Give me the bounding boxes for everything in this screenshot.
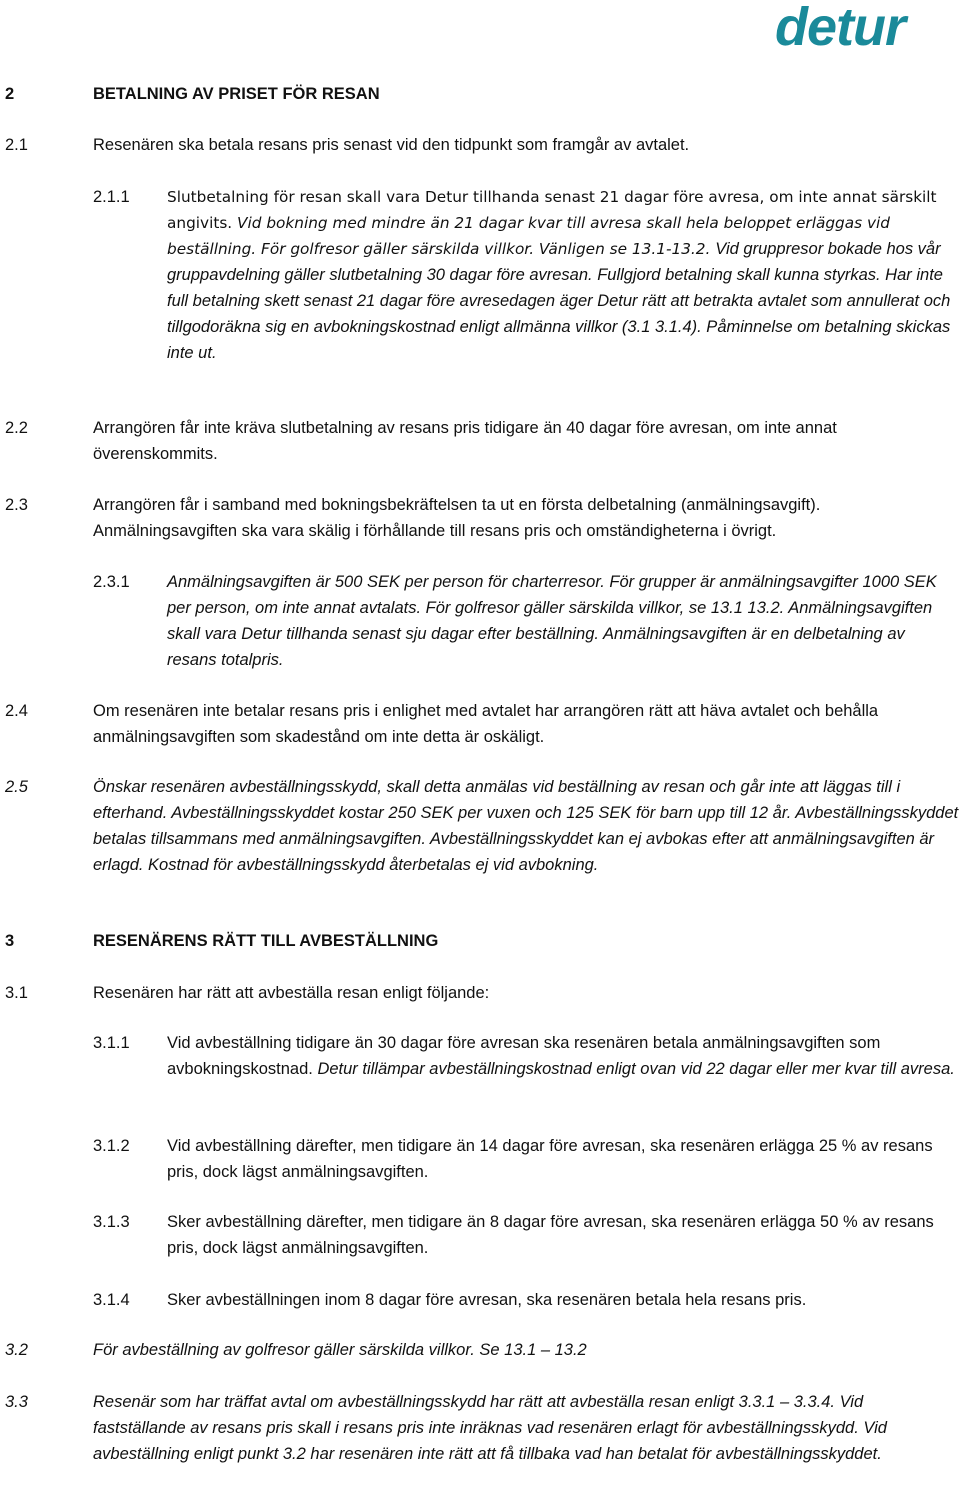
section-title: RESENÄRENS RÄTT TILL AVBESTÄLLNING xyxy=(93,932,439,950)
clause-text: Önskar resenären avbeställningsskydd, skall detta anmälas vid beställning av resan och går inte att läggas till i efterhand. Avbeställningsskyddet kostar 250 SEK per vuxen och 125 SEK för barn upp till 12 år. Avbeställningsskyddet betalas tillsammans med anmälningsavgiften. Avbeställningsskyddet kan ej avbokas efter att anmälningsavgiften är erlagd. Kostnad för avbeställningsskydd återbetalas ej vid avbokning. xyxy=(93,778,959,874)
clause-number: 3.3 xyxy=(5,1393,28,1411)
clause-text-part-a: Vid avbeställning tidigare än 30 dagar före avresan ska resenären betala anmälningsavgiften som avbokningskostnad. xyxy=(167,1034,881,1078)
clause-text: Arrangören får inte kräva slutbetalning av resans pris tidigare än 40 dagar före avresan, om inte annat överenskommits. xyxy=(93,419,837,463)
clause-text: Sker avbeställning därefter, men tidigare än 8 dagar före avresan, ska resenären erlägga 50 % av resans pris, dock lägst anmälningsavgiften. xyxy=(167,1213,934,1257)
clause-text: Om resenären inte betalar resans pris i enlighet med avtalet har arrangören rätt att häva avtalet och behålla anmälningsavgiften som skadestånd om inte detta är oskäligt. xyxy=(93,702,879,746)
clause-number: 3.1.2 xyxy=(93,1137,130,1155)
clause-text: För avbeställning av golfresor gäller särskilda villkor. Se 13.1 – 13.2 xyxy=(93,1341,587,1359)
section-number: 2 xyxy=(5,85,15,103)
clause-text-part-a: Slutbetalning för resan skall vara Detur tillhanda senast 21 dagar före avresa, om inte annat särskilt angivits. xyxy=(167,188,937,232)
clause-text-part-c: Vid gruppresor bokade hos vår gruppavdelning gäller slutbetalning 30 dagar före avresan. Fullgjord betalning skall kunna styrkas. Har inte full betalning skett senast 21 dagar före avresedagen äger Detur rätt att betrakta avtalet som annullerat och tillgodoräkna sig en avbokningskostnad enligt allmänna villkor (3.1 3.1.4). Påminnelse om betalning skickas inte ut. xyxy=(167,240,951,362)
clause-text-part-b: Detur tillämpar avbeställningskostnad enligt ovan vid 22 dagar eller mer kvar till avresa. xyxy=(317,1060,955,1078)
section-title: BETALNING AV PRISET FÖR RESAN xyxy=(93,85,380,103)
clause-text: Resenären har rätt att avbeställa resan enligt följande: xyxy=(93,984,490,1002)
clause-text: Arrangören får i samband med bokningsbekräftelsen ta ut en första delbetalning (anmälningsavgift). Anmälningsavgiften ska vara skälig i förhållande till resans pris och omständigheterna i övrigt. xyxy=(93,496,821,540)
clause-number: 2.5 xyxy=(5,778,28,796)
clause-text: Anmälningsavgiften är 500 SEK per person för charterresor. För grupper är anmälningsavgifter 1000 SEK per person, om inte annat avtalats. För golfresor gäller särskilda villkor, se 13.1 13.2. Anmälningsavgiften skall vara Detur tillhanda senast sju dagar efter beställning. Anmälningsavgiften är en delbetalning av resans totalpris. xyxy=(167,573,937,669)
clause-number: 3.1 xyxy=(5,984,28,1002)
clause-text: Resenären ska betala resans pris senast vid den tidpunkt som framgår av avtalet. xyxy=(93,136,690,154)
clause-number: 2.1 xyxy=(5,136,28,154)
clause-text: Sker avbeställningen inom 8 dagar före avresan, ska resenären betala hela resans pris. xyxy=(167,1291,807,1309)
clause-number: 2.3.1 xyxy=(93,573,130,591)
detur-logo: detur xyxy=(775,0,905,57)
section-number: 3 xyxy=(5,932,15,950)
clause-number: 3.1.3 xyxy=(93,1213,130,1231)
clause-number: 2.3 xyxy=(5,496,28,514)
clause-number: 3.1.1 xyxy=(93,1034,130,1052)
clause-text: Resenär som har träffat avtal om avbeställningsskydd har rätt att avbeställa resan enligt 3.3.1 – 3.3.4. Vid fastställande av resans pris skall i resans pris inte inräknas vad resenären erlagt för avbeställningsskydd. Vid avbeställning enligt punkt 3.2 har resenären inte rätt att få tillbaka vad han betalat för avbeställningsskyddet. xyxy=(93,1393,887,1463)
clause-text xyxy=(167,184,957,366)
clause-number: 2.1.1 xyxy=(93,188,130,206)
clause-number: 2.4 xyxy=(5,702,28,720)
clause-text: Vid avbeställning därefter, men tidigare än 14 dagar före avresan, ska resenären erlägga 25 % av resans pris, dock lägst anmälningsavgiften. xyxy=(167,1137,933,1181)
clause-number: 3.1.4 xyxy=(93,1291,130,1309)
clause-text-part-b: Vid bokning med mindre än 21 dagar kvar till avresa skall hela beloppet erläggas vid beställning. För golfresor gäller särskilda villkor. Vänligen se 13.1-13.2. xyxy=(167,214,890,258)
clause-number: 3.2 xyxy=(5,1341,28,1359)
clause-number: 2.2 xyxy=(5,419,28,437)
clause-text xyxy=(167,1030,957,1082)
